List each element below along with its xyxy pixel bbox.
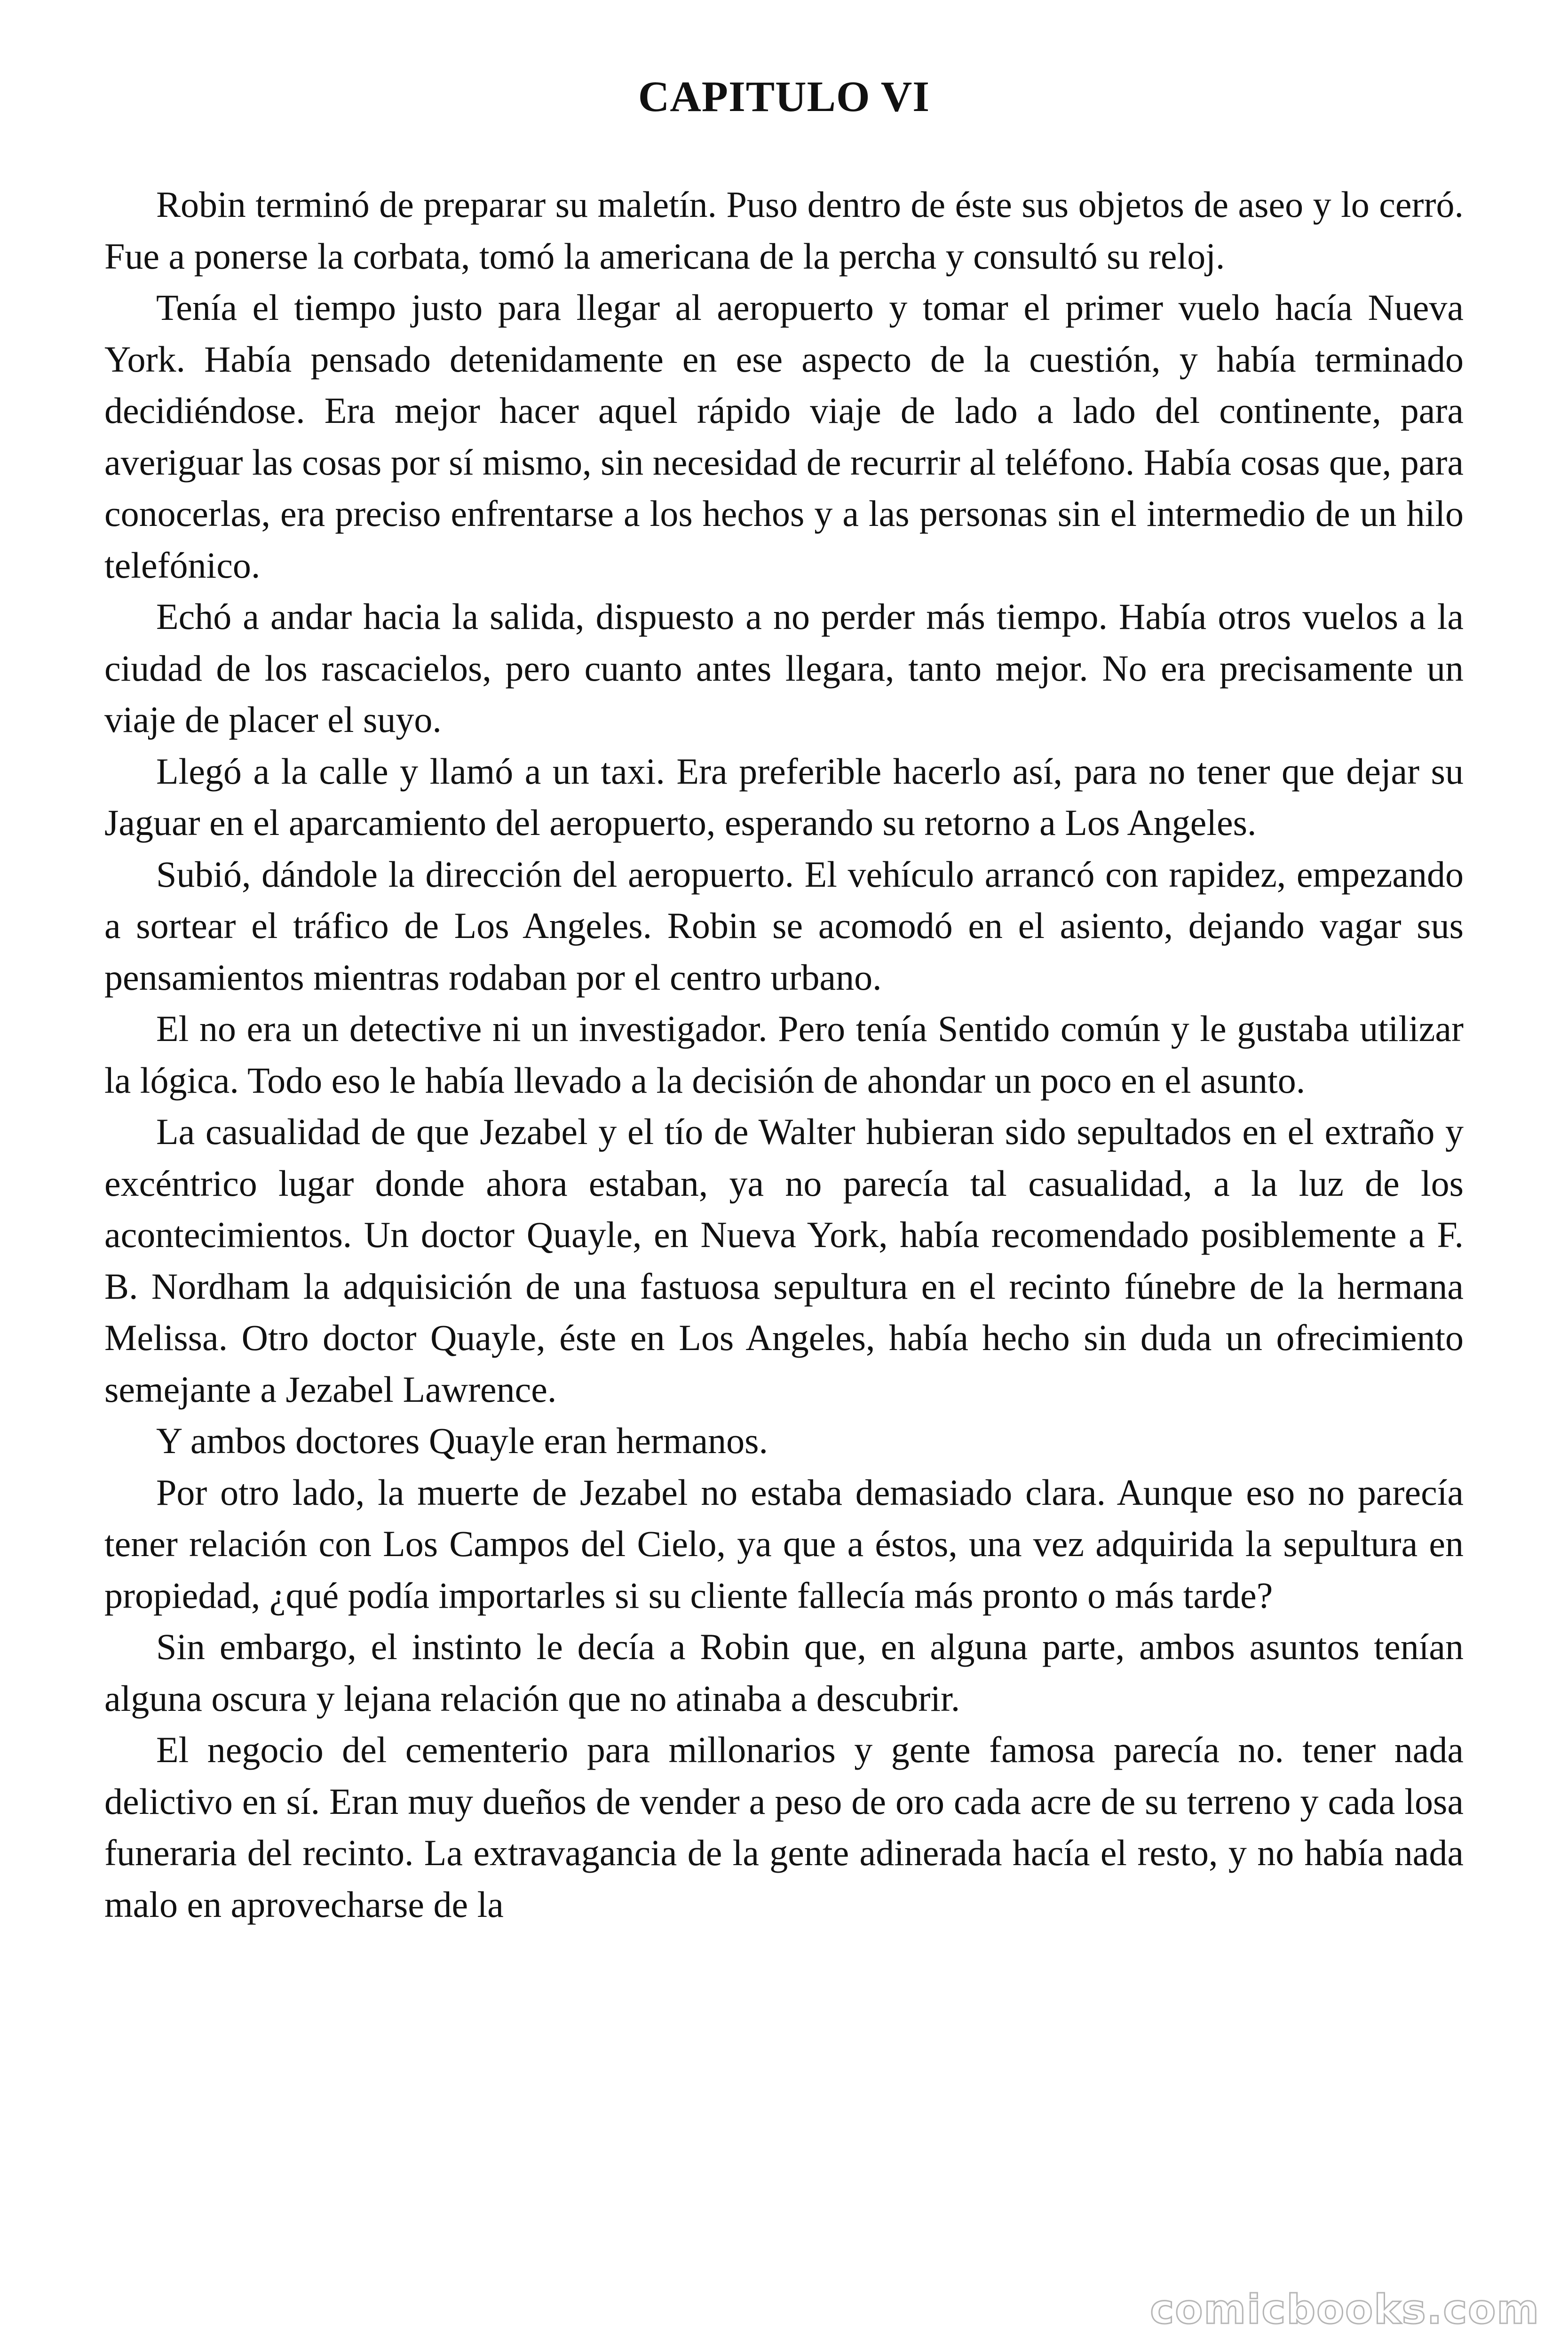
paragraph: Y ambos doctores Quayle eran hermanos. bbox=[156, 1420, 768, 1461]
paragraph: La casualidad de que Jezabel y el tío de Walter hubieran sido sepultados en el extraño y excéntrico lugar donde ahora estaban, ya no parecía tal casualidad, a la luz de los acontecimientos. Un doctor Quayle, en Nueva York, había recomendado posiblemente a F. B. Nordham la adquisición de una fastuosa sepultura en el recinto fúnebre de la hermana Melissa. Otro doctor Quayle, éste en Los Angeles, había hecho sin duda un ofrecimiento semejante a Jezabel Lawrence. bbox=[104, 1111, 1464, 1410]
watermark: comicbooks.com bbox=[1150, 2286, 1540, 2333]
paragraph: Llegó a la calle y llamó a un taxi. Era preferible hacerlo así, para no tener que dejar su Jaguar en el aparcamiento del aeropuerto, esperando su retorno a Los Angeles. bbox=[104, 750, 1464, 843]
paragraph: El no era un detective ni un investigador. Pero tenía Sentido común y le gustaba utilizar la lógica. Todo eso le había llevado a la decisión de ahondar un poco en el asunto. bbox=[104, 1008, 1464, 1101]
paragraph: Echó a andar hacia la salida, dispuesto a no perder más tiempo. Había otros vuelos a la ciudad de los rascacielos, pero cuanto antes llegara, tanto mejor. No era precisamente un viaje de placer el suyo. bbox=[104, 596, 1464, 740]
paragraph: Tenía el tiempo justo para llegar al aeropuerto y tomar el primer vuelo hacía Nueva York. Había pensado detenidamente en ese aspecto de la cuestión, y había terminado decidiéndose. Era mejor hacer aquel rápido viaje de lado a lado del continente, para averiguar las cosas por sí mismo, sin necesidad de recurrir al teléfono. Había cosas que, para conocerlas, era preciso enfrentarse a los hechos y a las personas sin el intermedio de un hilo telefónico. bbox=[104, 287, 1464, 586]
paragraph: El negocio del cementerio para millonarios y gente famosa parecía no. tener nada delictivo en sí. Eran muy dueños de vender a peso de oro cada acre de su terreno y cada losa funeraria del recinto. La extravagancia de la gente adinerada hacía el resto, y no había nada malo en aprovecharse de la bbox=[104, 1729, 1464, 1925]
paragraph: Subió, dándole la dirección del aeropuerto. El vehículo arrancó con rapidez, empezando a sortear el tráfico de Los Angeles. Robin se acomodó en el asiento, dejando vagar sus pensamientos mientras rodaban por el centro urbano. bbox=[104, 853, 1464, 998]
paragraph: Robin terminó de preparar su maletín. Puso dentro de éste sus objetos de aseo y lo cerró. Fue a ponerse la corbata, tomó la americana de la percha y consultó su reloj. bbox=[104, 184, 1464, 277]
paragraph: Por otro lado, la muerte de Jezabel no estaba demasiado clara. Aunque eso no parecía tener relación con Los Campos del Cielo, ya que a éstos, una vez adquirida la sepultura en propiedad, ¿qué podía importarles si su cliente fallecía más pronto o más tarde? bbox=[104, 1471, 1464, 1616]
paragraph: Sin embargo, el instinto le decía a Robin que, en alguna parte, ambos asuntos tenían alguna oscura y lejana relación que no atinaba a descubrir. bbox=[104, 1626, 1464, 1719]
body-text bbox=[104, 179, 1464, 1930]
chapter-title: CAPITULO VI bbox=[638, 72, 930, 120]
